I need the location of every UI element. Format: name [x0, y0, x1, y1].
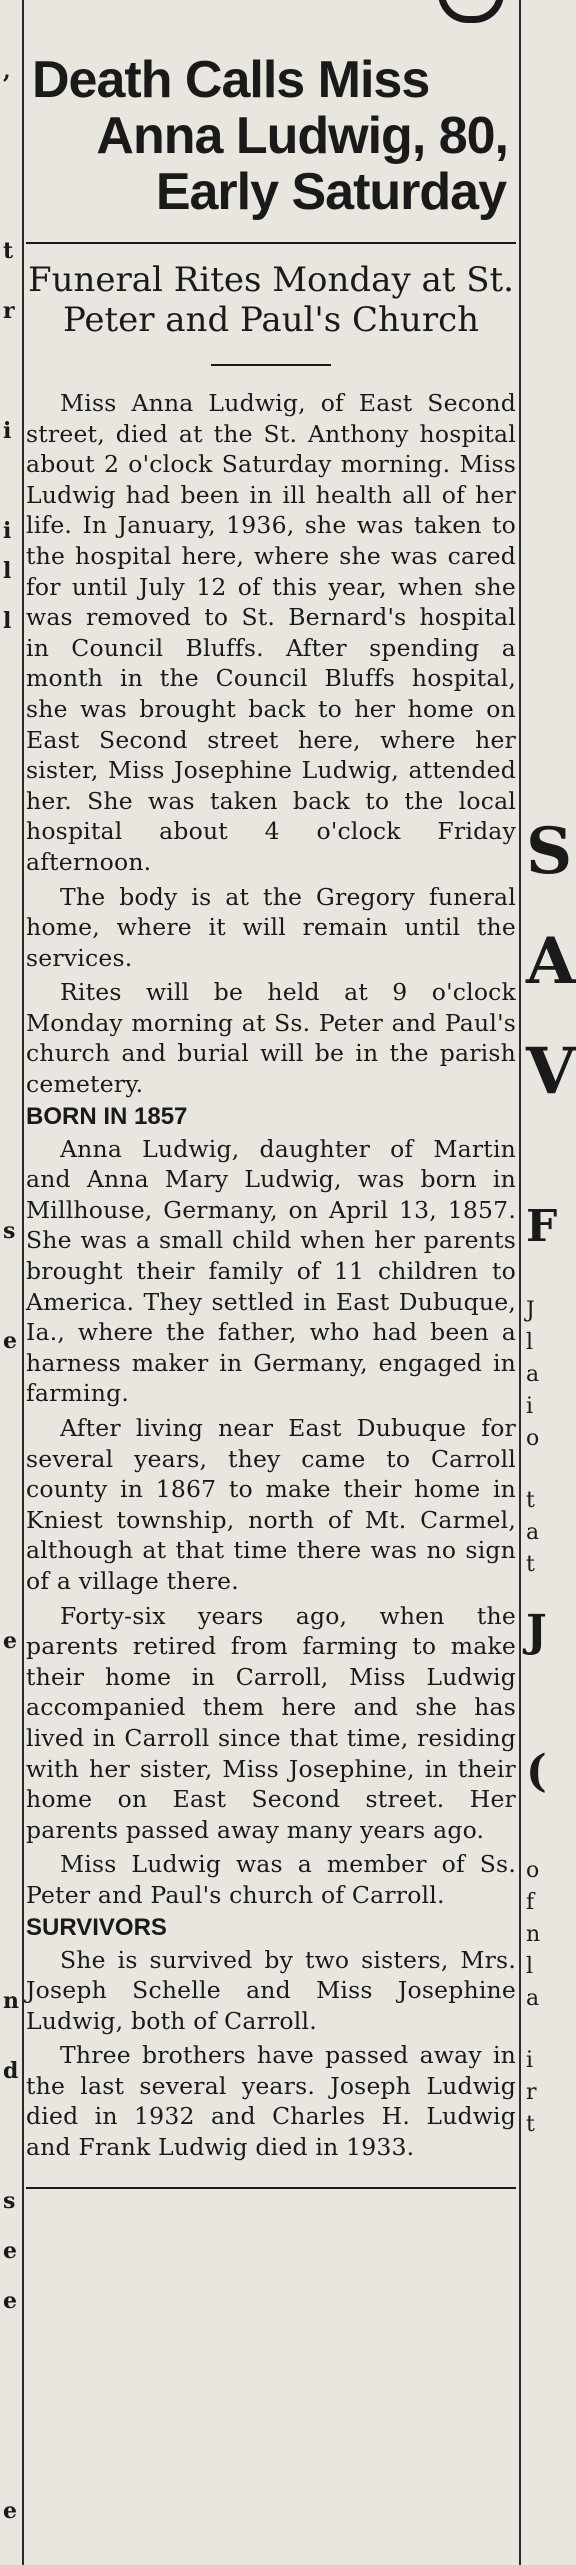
paragraph: Miss Ludwig was a member of Ss. Peter and Paul's church of Carroll.: [26, 1850, 516, 1909]
paragraph: Forty-six years ago, when the parents retired from farming to make their home in Carroll, Miss Ludwig accompanied them here and she has lived in Carroll since that time, residing with her sister, Miss Josephine, in their home on East Second street. Her parents passed away many years ago.: [26, 1601, 516, 1844]
obituary-article: [26, 0, 516, 2189]
headline-line-1: Death Calls Miss: [32, 51, 430, 109]
adjacent-column-right: S A V F J l a i o t a t J ( o f n l a i r t: [519, 0, 547, 2565]
paragraph: She is survived by two sisters, Mrs. Joseph Schelle and Miss Josephine Ludwig, both of Carroll.: [26, 1945, 516, 2035]
section-heading-born: BORN IN 1857: [26, 1102, 188, 1130]
section-heading-survivors: SURVIVORS: [26, 1913, 167, 1941]
headline-line-3: Early Saturday: [155, 163, 506, 221]
paragraph: Miss Anna Ludwig, of East Second street, died at the St. Anthony hospital about 2 o'clock Saturday morning. Miss Ludwig had been in ill health all of her life. In January, 1936, she was taken to the hospital here, where she was cared for until July 12 of this year, when she was removed to St. Bernard's hospital in Council Bluffs. After spending a month in the Council Bluffs hospital, she was brought back to her home on East Second street here, where her sister, Miss Josephine Ludwig, attended her. She was taken back to the local hospital about 4 o'clock Friday afternoon.: [26, 389, 516, 876]
paragraph: Three brothers have passed away in the last several years. Joseph Ludwig died in 1932 and Charles H. Ludwig and Frank Ludwig died in 1933.: [26, 2041, 516, 2162]
paragraph: Rites will be held at 9 o'clock Monday morning at Ss. Peter and Paul's church and burial will be in the parish cemetery.: [26, 978, 516, 1099]
paragraph: The body is at the Gregory funeral home, where it will remain until the services.: [26, 882, 516, 972]
headline: [26, 52, 516, 220]
article-end-rule: [26, 2187, 516, 2189]
headline-rule: [26, 242, 516, 244]
paragraph: Anna Ludwig, daughter of Martin and Anna Mary Ludwig, was born in Millhouse, Germany, on April 13, 1857. She was a small child when her parents brought their family of 11 children to America. They settled in East Dubuque, Ia., where the father, who had been a harness maker in Germany, engaged in farming.: [26, 1134, 516, 1408]
top-ornament: [26, 0, 516, 30]
headline-line-2: Anna Ludwig, 80,: [96, 107, 508, 165]
subheadline: Funeral Rites Monday at St. Peter and Paul's Church: [28, 260, 514, 340]
adjacent-column-left: , t r i i l l s e e n d s e e e: [0, 0, 24, 2565]
paragraph: After living near East Dubuque for several years, they came to Carroll county in 1867 to make their home in Kniest township, north of Mt. Carmel, although at that time there was no sign of a village there.: [26, 1414, 516, 1595]
subhead-rule: [211, 364, 331, 366]
article-body: [26, 388, 516, 2163]
